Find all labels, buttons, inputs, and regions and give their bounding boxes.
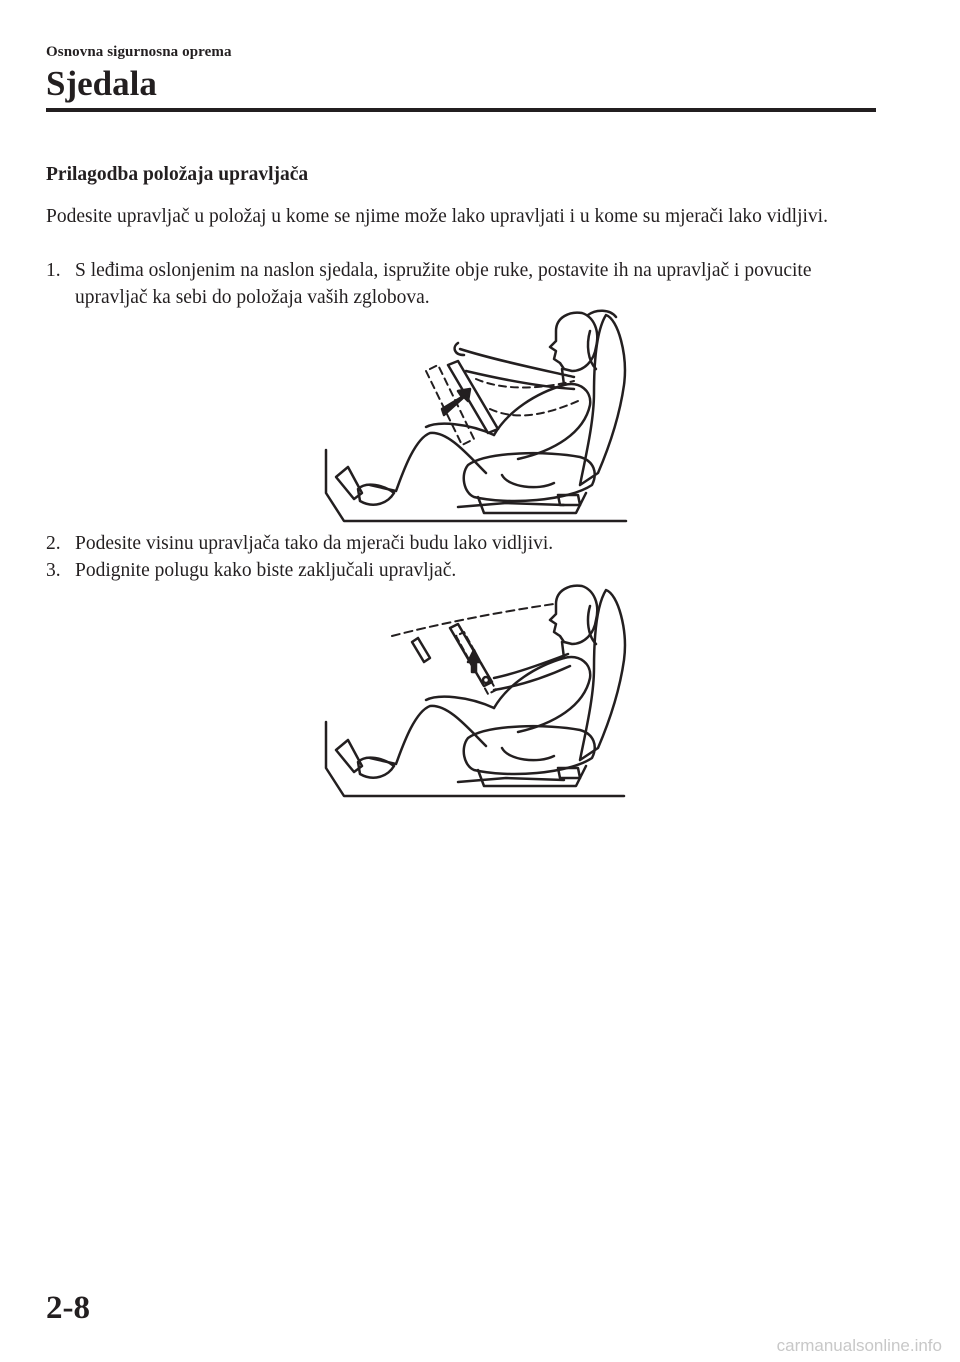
step-2: [46, 530, 876, 557]
steering-reach-illustration: [318, 305, 630, 527]
step-number: 2.: [46, 533, 61, 554]
section-heading: Prilagodba položaja upravljača: [46, 164, 309, 185]
step-text: S leđima oslonjenim na naslon sjedala, ispružite obje ruke, postavite ih na upravljač i povucite upravljač ka sebi do položaja vaših zglobova.: [75, 260, 812, 308]
watermark: carmanualsonline.info: [776, 1336, 942, 1355]
step-1: [46, 257, 876, 311]
step-number: 1.: [46, 260, 61, 281]
steering-height-illustration: [318, 582, 630, 800]
title-divider: [46, 108, 876, 112]
step-text: Podignite polugu kako biste zaključali upravljač.: [75, 560, 457, 581]
step-3: [46, 557, 876, 584]
step-number: 3.: [46, 560, 61, 581]
page-number: 2-8: [46, 1290, 90, 1326]
step-text: Podesite visinu upravljača tako da mjerači budu lako vidljivi.: [75, 533, 554, 554]
page-title: Sjedala: [46, 64, 157, 103]
intro-paragraph: Podesite upravljač u položaj u kome se njime može lako upravljati i u kome su mjerači lako vidljivi.: [46, 206, 828, 227]
section-label: Osnovna sigurnosna oprema: [46, 44, 232, 60]
